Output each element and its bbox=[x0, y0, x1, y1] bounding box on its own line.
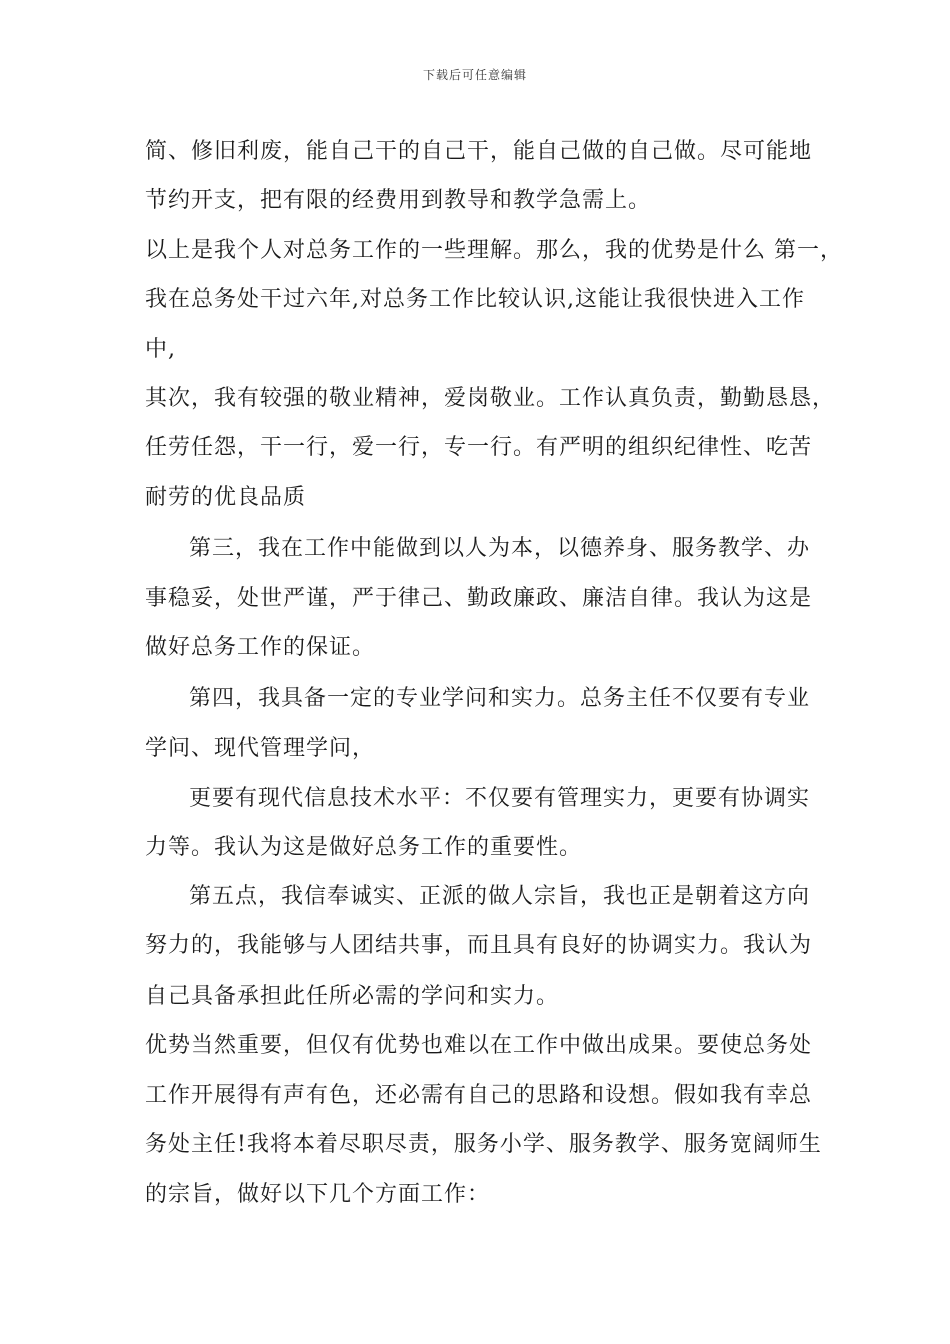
text-line: 努力的，我能够与人团结共事，而且具有良好的协调实力。我认为 bbox=[145, 933, 813, 958]
text-line: 中, bbox=[145, 337, 176, 362]
text-line: 任劳任怨，干一行，爱一行，专一行。有严明的组织纪律性、吃苦 bbox=[145, 435, 813, 460]
text-line: 第三，我在工作中能做到以人为本，以德养身、服务教学、办 bbox=[189, 536, 811, 561]
text-line: 更要有现代信息技术水平：不仅要有管理实力，更要有协调实 bbox=[189, 786, 811, 811]
text-line: 工作开展得有声有色，还必需有自己的思路和设想。假如我有幸总 bbox=[145, 1083, 813, 1108]
text-line: 第五点，我信奉诚实、正派的做人宗旨，我也正是朝着这方向 bbox=[189, 884, 811, 909]
text-line: 的宗旨，做好以下几个方面工作： bbox=[145, 1182, 491, 1207]
text-line: 节约开支，把有限的经费用到教导和教学急需上。 bbox=[145, 188, 652, 213]
text-line: 我在总务处干过六年,对总务工作比较认识,这能让我很快进入工作 bbox=[145, 287, 805, 312]
text-line: 做好总务工作的保证。 bbox=[145, 635, 376, 660]
text-line: 第四，我具备一定的专业学问和实力。总务主任不仅要有专业 bbox=[189, 686, 811, 711]
page-header: 下载后可任意编辑 bbox=[422, 68, 527, 82]
text-line: 自己具备承担此任所必需的学问和实力。 bbox=[145, 984, 560, 1009]
text-line: 耐劳的优良品质 bbox=[145, 485, 307, 510]
text-line: 事稳妥，处世严谨，严于律己、勤政廉政、廉洁自律。我认为这是 bbox=[145, 586, 813, 611]
text-line: 其次，我有较强的敬业精神，爱岗敬业。工作认真负责，勤勤恳恳， bbox=[145, 386, 836, 411]
text-line: 简、修旧利废，能自己干的自己干，能自己做的自己做。尽可能地 bbox=[145, 139, 813, 164]
text-line: 力等。我认为这是做好总务工作的重要性。 bbox=[145, 835, 583, 860]
text-line: 以上是我个人对总务工作的一些理解。那么，我的优势是什么 第一， bbox=[145, 238, 843, 263]
text-line: 优势当然重要，但仅有优势也难以在工作中做出成果。要使总务处 bbox=[145, 1033, 813, 1058]
text-line: 学问、现代管理学问， bbox=[145, 736, 376, 761]
text-line: 务处主任!我将本着尽职尽责，服务小学、服务教学、服务宽阔师生 bbox=[145, 1132, 822, 1157]
